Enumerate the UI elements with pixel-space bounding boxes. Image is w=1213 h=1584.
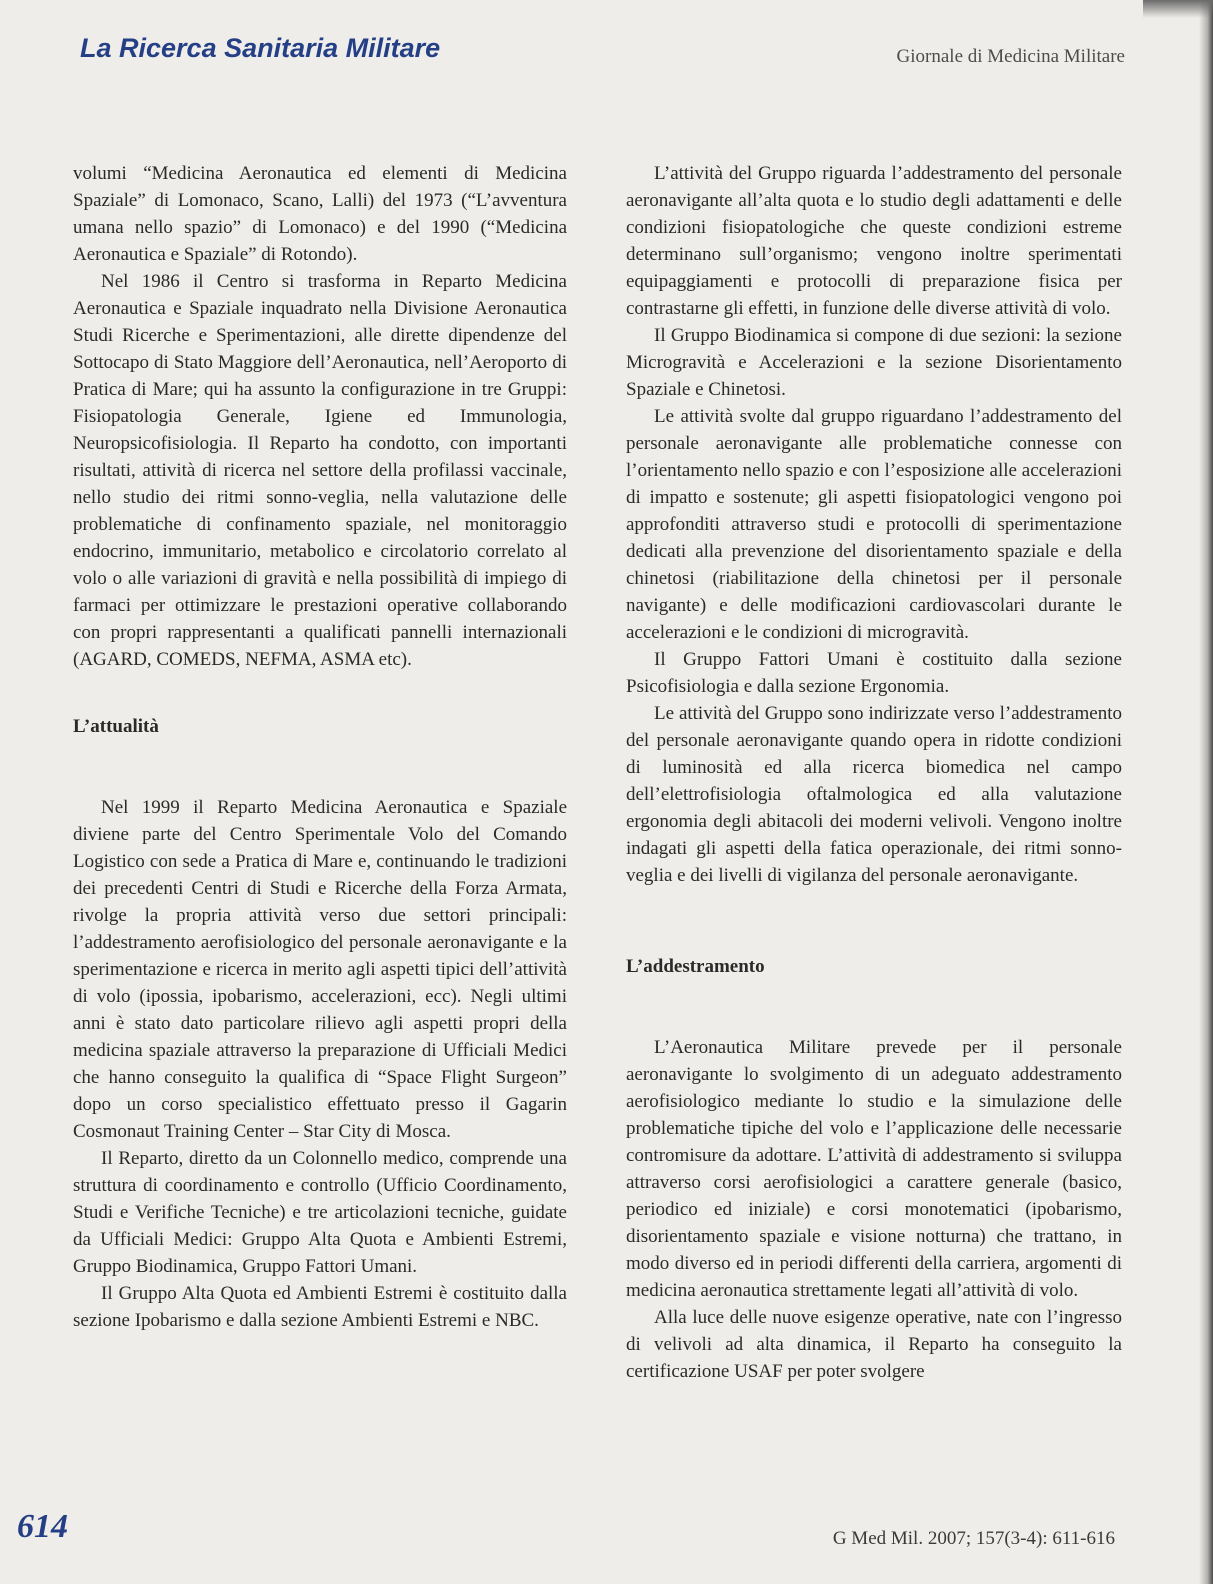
paragraph: Il Gruppo Alta Quota ed Ambienti Estremi è costituito dalla sezione Ipobarismo e dalla sezione Ambienti Estremi e NBC. bbox=[73, 1283, 567, 1331]
paragraph: Nel 1999 il Reparto Medicina Aeronautica e Spaziale diviene parte del Centro Sperimentale Volo del Comando Logistico con sede a Pratica di Mare e, continuando le tradizioni dei precedenti Centri di Studi e Ricerche della Forza Armata, rivolge la propria attività verso due settori principali: l’addestramento aerofisiologico del personale aeronavigante e la sperimentazione e ricerca in merito agli aspetti tipici dell’attività di volo (ipossia, ipobarismo, accelerazioni, ecc). Negli ultimi anni è stato dato particolare rilievo agli aspetti propri della medicina spaziale attraverso la preparazione di Ufficiali Medici che hanno conseguito la qualifica di “Space Flight Surgeon” dopo un corso specialistico effettuato presso il Gagarin Cosmonaut Training Center – Star City di Mosca. bbox=[73, 797, 567, 1142]
paragraph: L’Aeronautica Militare prevede per il personale aeronavigante lo svolgimento di un adeguato addestramento aerofisiologico mediante lo studio e la simulazione delle problematiche tipiche del volo e l’applicazione delle necessarie contromisure da adottare. L’attività di addestramento si sviluppa attraverso corsi aerofisiologici a carattere generale (basico, periodico ed iniziale) e corsi monotematici (ipobarismo, disorientamento spaziale e visione notturna) che trattano, in modo diverso ed in periodi differenti della carriera, argomenti di medicina aeronautica strettamente legati all’attività di volo. bbox=[626, 1037, 1122, 1301]
journal-name: Giornale di Medicina Militare bbox=[896, 46, 1125, 67]
right-column bbox=[626, 160, 1122, 1385]
left-column bbox=[73, 160, 567, 1334]
journal-citation: G Med Mil. 2007; 157(3-4): 611-616 bbox=[832, 1528, 1115, 1549]
page-number: 614 bbox=[17, 1508, 68, 1545]
section-heading-attualita: L’attualità bbox=[73, 716, 159, 737]
page-corner-shadow bbox=[1143, 0, 1213, 18]
paragraph: Il Gruppo Biodinamica si compone di due sezioni: la sezione Microgravità e Accelerazioni e la sezione Disorientamento Spaziale e Chinetosi. bbox=[626, 325, 1122, 400]
page-edge-shadow bbox=[1199, 0, 1213, 1584]
section-heading-addestramento: L’addestramento bbox=[626, 956, 765, 977]
paragraph: Le attività svolte dal gruppo riguardano l’addestramento del personale aeronavigante alle problematiche connesse con l’orientamento nello spazio e con l’esposizione alle accelerazioni di impatto e sostenute; gli aspetti fisiopatologici vengono poi approfonditi attraverso studi e protocolli di sperimentazione dedicati alla prevenzione del disorientamento spaziale e della chinetosi (riabilitazione della chinetosi per il personale navigante) e delle modificazioni cardiovascolari durante le accelerazioni e le condizioni di microgravità. bbox=[626, 406, 1122, 643]
paragraph: Il Reparto, diretto da un Colonnello medico, comprende una struttura di coordinamento e controllo (Ufficio Coordinamento, Studi e Verifiche Tecniche) e tre articolazioni tecniche, guidate da Ufficiali Medici: Gruppo Alta Quota e Ambienti Estremi, Gruppo Biodinamica, Gruppo Fattori Umani. bbox=[73, 1148, 567, 1277]
paragraph: volumi “Medicina Aeronautica ed elementi di Medicina Spaziale” di Lomonaco, Scano, Lalli) del 1973 (“L’avventura umana nello spazio” di Lomonaco) e del 1990 (“Medicina Aeronautica e Spaziale” di Rotondo). bbox=[73, 163, 567, 265]
paragraph: Nel 1986 il Centro si trasforma in Reparto Medicina Aeronautica e Spaziale inquadrato nella Divisione Aeronautica Studi Ricerche e Sperimentazioni, alle dirette dipendenze del Sottocapo di Stato Maggiore dell’Aeronautica, nell’Aeroporto di Pratica di Mare; qui ha assunto la configurazione in tre Gruppi: Fisiopatologia Generale, Igiene ed Immunologia, Neuropsicofisiologia. Il Reparto ha condotto, con importanti risultati, attività di ricerca nel settore della profilassi vaccinale, nello studio dei ritmi sonno-veglia, nella valutazione delle problematiche di confinamento spaziale, nel monitoraggio endocrino, immunitario, metabolico e circolatorio correlato al volo o alle variazioni di gravità e nella possibilità di impiego di farmaci per ottimizzare le prestazioni operative collaborando con propri rappresentanti a qualificati pannelli internazionali (AGARD, COMEDS, NEFMA, ASMA etc). bbox=[73, 271, 567, 670]
paragraph: Le attività del Gruppo sono indirizzate verso l’addestramento del personale aeronavigante quando opera in ridotte condizioni di luminosità ed alla ricerca biomedica nel campo dell’elettrofisiologia oftalmologica ed alla valutazione ergonomia degli abitacoli dei moderni velivoli. Vengono inoltre indagati gli aspetti della fatica operazionale, dei ritmi sonno-veglia e dei livelli di vigilanza del personale aeronavigante. bbox=[626, 703, 1122, 886]
paragraph: Il Gruppo Fattori Umani è costituito dalla sezione Psicofisiologia e dalla sezione Ergonomia. bbox=[626, 649, 1122, 697]
section-title: La Ricerca Sanitaria Militare bbox=[80, 33, 441, 63]
paragraph: L’attività del Gruppo riguarda l’addestramento del personale aeronavigante all’alta quota e lo studio degli adattamenti e delle condizioni fisiopatologiche che queste condizioni estreme determinano sull’organismo; vengono inoltre sperimentati equipaggiamenti e protocolli di preparazione fisica per contrastarne gli effetti, in funzione delle diverse attività di volo. bbox=[626, 163, 1122, 319]
paragraph: Alla luce delle nuove esigenze operative, nate con l’ingresso di velivoli ad alta dinamica, il Reparto ha conseguito la certificazione USAF per poter svolgere bbox=[626, 1307, 1122, 1382]
